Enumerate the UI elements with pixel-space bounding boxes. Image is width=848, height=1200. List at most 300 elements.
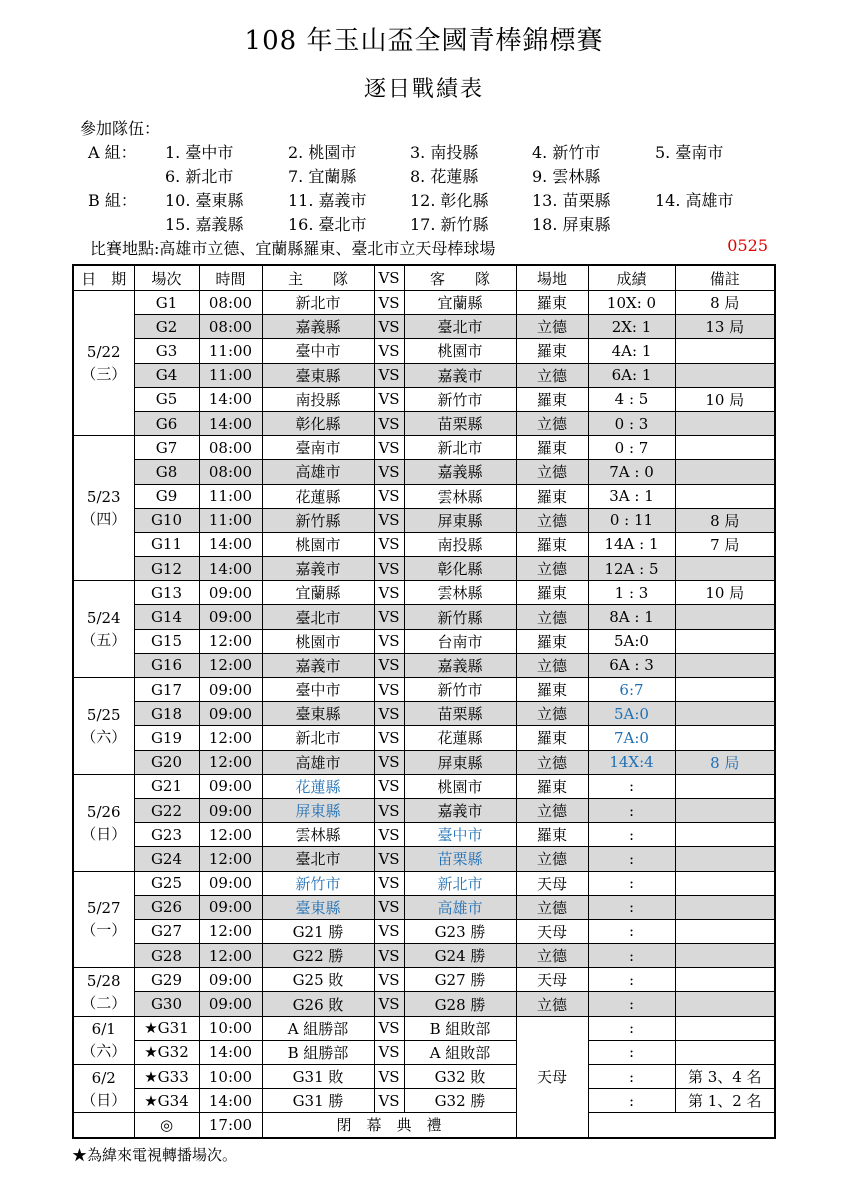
game-venue: 立德 — [516, 315, 588, 339]
home-team: 高雄市 — [262, 460, 374, 484]
game-note — [675, 557, 775, 581]
home-team: 臺東縣 — [262, 702, 374, 726]
game-time: 10:00 — [199, 1016, 262, 1040]
table-row — [73, 557, 775, 581]
team-entry: 8. 花蓮縣 — [410, 167, 479, 186]
home-team: 臺東縣 — [262, 895, 374, 919]
away-team: 嘉義縣 — [404, 460, 516, 484]
game-number: G11 — [134, 532, 199, 556]
date-cell — [73, 1065, 134, 1113]
game-number: ★G33 — [134, 1065, 199, 1089]
game-venue: 天母 — [516, 968, 588, 992]
game-number: G28 — [134, 944, 199, 968]
table-row — [73, 678, 775, 702]
date-cell — [73, 291, 134, 436]
game-number: G23 — [134, 823, 199, 847]
game-score: : — [588, 1016, 675, 1040]
game-score: 2X: 1 — [588, 315, 675, 339]
game-note — [675, 895, 775, 919]
away-team: 高雄市 — [404, 895, 516, 919]
game-note — [675, 798, 775, 822]
vs-label: VS — [374, 678, 404, 702]
home-team: 新竹市 — [262, 871, 374, 895]
game-score: : — [588, 847, 675, 871]
vs-label: VS — [374, 968, 404, 992]
game-time: 11:00 — [199, 484, 262, 508]
game-time: 11:00 — [199, 363, 262, 387]
game-note: 8 局 — [675, 750, 775, 774]
game-number: ★G32 — [134, 1040, 199, 1064]
weekday-text: （日） — [81, 1090, 127, 1109]
game-note — [675, 484, 775, 508]
group-label: A 組： — [88, 143, 137, 162]
home-team: 桃園市 — [262, 532, 374, 556]
weekday-text: （二） — [81, 993, 127, 1012]
team-entry: 6. 新北市 — [165, 167, 234, 186]
game-time: 10:00 — [199, 1065, 262, 1089]
vs-label: VS — [374, 871, 404, 895]
team-entry: 9. 雲林縣 — [532, 167, 601, 186]
weekday-text: （六） — [81, 1042, 127, 1061]
away-team: 苗栗縣 — [404, 411, 516, 435]
game-score: : — [588, 992, 675, 1016]
away-team: 新北市 — [404, 436, 516, 460]
vs-label: VS — [374, 581, 404, 605]
team-entry: 17. 新竹縣 — [410, 215, 489, 234]
table-row — [73, 895, 775, 919]
ceremony-label: 閉 幕 典 禮 — [262, 1113, 516, 1138]
game-venue: 羅東 — [516, 291, 588, 315]
table-row — [73, 581, 775, 605]
game-venue: 羅東 — [516, 387, 588, 411]
date-text: 5/27 — [86, 899, 121, 918]
game-note — [675, 944, 775, 968]
game-number: G25 — [134, 871, 199, 895]
game-score: : — [588, 871, 675, 895]
home-team: 花蓮縣 — [262, 774, 374, 798]
game-score: : — [588, 1089, 675, 1113]
game-venue: 立德 — [516, 798, 588, 822]
home-team: 臺北市 — [262, 605, 374, 629]
home-team: 新竹縣 — [262, 508, 374, 532]
vs-label: VS — [374, 557, 404, 581]
game-venue: 羅東 — [516, 581, 588, 605]
away-team: 新竹縣 — [404, 605, 516, 629]
away-team: A 組敗部 — [404, 1040, 516, 1064]
game-venue: 天母 — [516, 871, 588, 895]
away-team: 台南市 — [404, 629, 516, 653]
home-team: 屏東縣 — [262, 798, 374, 822]
game-score: 5A:0 — [588, 629, 675, 653]
home-team: 臺中市 — [262, 678, 374, 702]
vs-label: VS — [374, 484, 404, 508]
game-number: ★G31 — [134, 1016, 199, 1040]
home-team: 花蓮縣 — [262, 484, 374, 508]
game-score: 6A : 3 — [588, 653, 675, 677]
game-time: 09:00 — [199, 702, 262, 726]
team-entry: 16. 臺北市 — [288, 215, 367, 234]
game-venue: 立德 — [516, 411, 588, 435]
home-team: 南投縣 — [262, 387, 374, 411]
away-team: G32 敗 — [404, 1065, 516, 1089]
table-row — [73, 726, 775, 750]
date-text: 5/23 — [86, 488, 121, 507]
game-score: 0 : 11 — [588, 508, 675, 532]
vs-label: VS — [374, 774, 404, 798]
away-team: 新竹市 — [404, 387, 516, 411]
vs-label: VS — [374, 847, 404, 871]
game-score: : — [588, 774, 675, 798]
table-row — [73, 702, 775, 726]
game-note — [675, 702, 775, 726]
ceremony-time: 17:00 — [199, 1113, 262, 1138]
game-score: : — [588, 1065, 675, 1089]
game-note — [675, 653, 775, 677]
vs-label: VS — [374, 291, 404, 315]
game-number: G27 — [134, 919, 199, 943]
game-time: 09:00 — [199, 774, 262, 798]
date-text: 5/26 — [86, 802, 121, 821]
home-team: G31 敗 — [262, 1065, 374, 1089]
game-note — [675, 823, 775, 847]
home-team: B 組勝部 — [262, 1040, 374, 1064]
date-text: 5/25 — [86, 705, 121, 724]
header-note: 備註 — [675, 265, 775, 291]
team-entry: 13. 苗栗縣 — [532, 191, 611, 210]
game-time: 12:00 — [199, 629, 262, 653]
game-score: 1 : 3 — [588, 581, 675, 605]
game-time: 14:00 — [199, 1089, 262, 1113]
away-team: 花蓮縣 — [404, 726, 516, 750]
game-score: 0 : 3 — [588, 411, 675, 435]
vs-label: VS — [374, 1065, 404, 1089]
home-team: 臺南市 — [262, 436, 374, 460]
game-time: 12:00 — [199, 919, 262, 943]
schedule-table — [72, 264, 776, 1139]
date-cell — [73, 968, 134, 1016]
vs-label: VS — [374, 895, 404, 919]
game-number: G21 — [134, 774, 199, 798]
table-row — [73, 605, 775, 629]
game-time: 12:00 — [199, 944, 262, 968]
table-row — [73, 339, 775, 363]
date-cell — [73, 678, 134, 775]
game-number: G20 — [134, 750, 199, 774]
game-venue: 立德 — [516, 944, 588, 968]
table-row — [73, 992, 775, 1016]
away-team: 苗栗縣 — [404, 847, 516, 871]
home-team: 臺北市 — [262, 847, 374, 871]
game-number: G13 — [134, 581, 199, 605]
game-note — [675, 460, 775, 484]
game-number: G3 — [134, 339, 199, 363]
team-entry: 3. 南投縣 — [410, 143, 479, 162]
game-venue: 立德 — [516, 895, 588, 919]
game-venue: 立德 — [516, 363, 588, 387]
game-time: 14:00 — [199, 532, 262, 556]
table-row — [73, 629, 775, 653]
away-team: 屏東縣 — [404, 750, 516, 774]
game-score: 4 : 5 — [588, 387, 675, 411]
table-row — [73, 653, 775, 677]
table-row — [73, 968, 775, 992]
date-text: 5/22 — [86, 343, 121, 362]
date-cell — [73, 774, 134, 871]
date-text: 5/24 — [86, 609, 121, 628]
game-time: 09:00 — [199, 798, 262, 822]
team-entry: 11. 嘉義市 — [288, 191, 367, 210]
game-score: 6:7 — [588, 678, 675, 702]
game-note: 第 1、2 名 — [675, 1089, 775, 1113]
vs-label: VS — [374, 508, 404, 532]
table-row — [73, 508, 775, 532]
footnote: ★為緯來電視轉播場次。 — [72, 1146, 238, 1164]
away-team: G28 勝 — [404, 992, 516, 1016]
home-team: 宜蘭縣 — [262, 581, 374, 605]
table-row — [73, 532, 775, 556]
home-team: 高雄市 — [262, 750, 374, 774]
game-venue: 羅東 — [516, 339, 588, 363]
game-venue: 立德 — [516, 992, 588, 1016]
game-score: : — [588, 1040, 675, 1064]
game-venue: 立德 — [516, 605, 588, 629]
game-note: 7 局 — [675, 532, 775, 556]
date-text: 6/1 — [91, 1020, 116, 1039]
home-team: 嘉義市 — [262, 557, 374, 581]
header-home: 主 隊 — [262, 265, 374, 291]
ceremony-row — [73, 1113, 775, 1138]
game-score: 0 : 7 — [588, 436, 675, 460]
table-row — [73, 871, 775, 895]
game-score: 7A : 0 — [588, 460, 675, 484]
game-note — [675, 992, 775, 1016]
vs-label: VS — [374, 798, 404, 822]
game-note: 10 局 — [675, 581, 775, 605]
away-team: G24 勝 — [404, 944, 516, 968]
game-time: 09:00 — [199, 992, 262, 1016]
game-venue: 立德 — [516, 508, 588, 532]
game-number: G2 — [134, 315, 199, 339]
weekday-text: （六） — [81, 727, 127, 746]
away-team: 彰化縣 — [404, 557, 516, 581]
game-venue: 羅東 — [516, 629, 588, 653]
game-number: G14 — [134, 605, 199, 629]
weekday-text: （四） — [81, 510, 127, 529]
away-team: G23 勝 — [404, 919, 516, 943]
table-row — [73, 436, 775, 460]
table-row — [73, 919, 775, 943]
weekday-text: （三） — [81, 365, 127, 384]
vs-label: VS — [374, 339, 404, 363]
header-time: 時間 — [199, 265, 262, 291]
group-label: B 組： — [88, 191, 137, 210]
game-note: 10 局 — [675, 387, 775, 411]
team-entry: 7. 宜蘭縣 — [288, 167, 357, 186]
game-score: : — [588, 823, 675, 847]
game-number: G18 — [134, 702, 199, 726]
vs-label: VS — [374, 1040, 404, 1064]
game-note: 13 局 — [675, 315, 775, 339]
game-number: G15 — [134, 629, 199, 653]
date-text: 5/28 — [86, 971, 121, 990]
team-entry: 5. 臺南市 — [655, 143, 724, 162]
vs-label: VS — [374, 436, 404, 460]
game-venue: 天母 — [516, 1016, 588, 1137]
table-row — [73, 1016, 775, 1040]
game-note — [675, 363, 775, 387]
table-row — [73, 387, 775, 411]
away-team: 雲林縣 — [404, 484, 516, 508]
date-cell — [73, 871, 134, 968]
game-score: : — [588, 895, 675, 919]
game-number: G16 — [134, 653, 199, 677]
team-entry: 2. 桃園市 — [288, 143, 357, 162]
game-number: G10 — [134, 508, 199, 532]
game-time: 12:00 — [199, 653, 262, 677]
vs-label: VS — [374, 1089, 404, 1113]
game-note — [675, 678, 775, 702]
weekday-text: （日） — [81, 824, 127, 843]
page-title: 108 年玉山盃全國青棒錦標賽 — [244, 26, 604, 56]
game-time: 09:00 — [199, 871, 262, 895]
away-team: 嘉義市 — [404, 363, 516, 387]
game-note: 第 3、4 名 — [675, 1065, 775, 1089]
game-note: 8 局 — [675, 291, 775, 315]
game-number: G5 — [134, 387, 199, 411]
game-note — [675, 339, 775, 363]
date-cell — [73, 436, 134, 581]
home-team: 嘉義縣 — [262, 315, 374, 339]
header-score: 成績 — [588, 265, 675, 291]
game-time: 12:00 — [199, 823, 262, 847]
away-team: B 組敗部 — [404, 1016, 516, 1040]
game-time: 08:00 — [199, 460, 262, 484]
game-score: 4A: 1 — [588, 339, 675, 363]
game-venue: 天母 — [516, 919, 588, 943]
game-note: 8 局 — [675, 508, 775, 532]
game-time: 12:00 — [199, 726, 262, 750]
game-score: 12A : 5 — [588, 557, 675, 581]
game-score: : — [588, 919, 675, 943]
away-team: 新竹市 — [404, 678, 516, 702]
game-score: 14X:4 — [588, 750, 675, 774]
game-number: G8 — [134, 460, 199, 484]
away-team: 新北市 — [404, 871, 516, 895]
away-team: 嘉義市 — [404, 798, 516, 822]
vs-label: VS — [374, 363, 404, 387]
game-time: 12:00 — [199, 847, 262, 871]
game-time: 08:00 — [199, 315, 262, 339]
game-time: 08:00 — [199, 291, 262, 315]
game-score: 7A:0 — [588, 726, 675, 750]
table-row — [73, 1089, 775, 1113]
game-time: 08:00 — [199, 436, 262, 460]
game-venue: 立德 — [516, 702, 588, 726]
home-team: G31 勝 — [262, 1089, 374, 1113]
vs-label: VS — [374, 605, 404, 629]
weekday-text: （五） — [81, 631, 127, 650]
game-number: G17 — [134, 678, 199, 702]
away-team: 苗栗縣 — [404, 702, 516, 726]
game-number: G19 — [134, 726, 199, 750]
table-row — [73, 750, 775, 774]
game-number: G9 — [134, 484, 199, 508]
date-cell — [73, 1016, 134, 1064]
game-time: 11:00 — [199, 339, 262, 363]
game-time: 14:00 — [199, 1040, 262, 1064]
game-venue: 羅東 — [516, 484, 588, 508]
game-note — [675, 919, 775, 943]
vs-label: VS — [374, 460, 404, 484]
game-number: G30 — [134, 992, 199, 1016]
game-note — [675, 411, 775, 435]
away-team: 嘉義縣 — [404, 653, 516, 677]
team-entry: 10. 臺東縣 — [165, 191, 244, 210]
away-team: 雲林縣 — [404, 581, 516, 605]
team-entry: 4. 新竹市 — [532, 143, 601, 162]
game-score: 10X: 0 — [588, 291, 675, 315]
table-row — [73, 460, 775, 484]
table-row — [73, 823, 775, 847]
game-venue: 羅東 — [516, 532, 588, 556]
team-entry: 12. 彰化縣 — [410, 191, 489, 210]
blank-cell — [588, 1113, 775, 1138]
vs-label: VS — [374, 919, 404, 943]
game-note — [675, 774, 775, 798]
game-score: 3A : 1 — [588, 484, 675, 508]
vs-label: VS — [374, 653, 404, 677]
home-team: G21 勝 — [262, 919, 374, 943]
home-team: 臺中市 — [262, 339, 374, 363]
date-text: 6/2 — [91, 1068, 116, 1087]
header-venue: 場地 — [516, 265, 588, 291]
table-header-row — [73, 265, 775, 291]
date-cell — [73, 581, 134, 678]
away-team: 南投縣 — [404, 532, 516, 556]
away-team: 桃園市 — [404, 774, 516, 798]
game-venue: 羅東 — [516, 823, 588, 847]
vs-label: VS — [374, 411, 404, 435]
vs-label: VS — [374, 532, 404, 556]
game-score: 14A : 1 — [588, 532, 675, 556]
table-row — [73, 363, 775, 387]
game-note — [675, 629, 775, 653]
page-subtitle: 逐日戰績表 — [363, 77, 484, 102]
vs-label: VS — [374, 1016, 404, 1040]
table-row — [73, 847, 775, 871]
header-vs: VS — [374, 265, 404, 291]
game-number: ★G34 — [134, 1089, 199, 1113]
game-number: G29 — [134, 968, 199, 992]
team-entry: 1. 臺中市 — [165, 143, 234, 162]
game-number: G26 — [134, 895, 199, 919]
game-venue: 立德 — [516, 460, 588, 484]
game-time: 12:00 — [199, 750, 262, 774]
vs-label: VS — [374, 992, 404, 1016]
game-time: 14:00 — [199, 411, 262, 435]
game-score: 6A: 1 — [588, 363, 675, 387]
game-number: G12 — [134, 557, 199, 581]
home-team: 桃園市 — [262, 629, 374, 653]
table-row — [73, 798, 775, 822]
game-number: G24 — [134, 847, 199, 871]
vs-label: VS — [374, 944, 404, 968]
home-team: 雲林縣 — [262, 823, 374, 847]
game-number: G4 — [134, 363, 199, 387]
header-date: 日 期 — [73, 265, 134, 291]
vs-label: VS — [374, 823, 404, 847]
game-note — [675, 968, 775, 992]
